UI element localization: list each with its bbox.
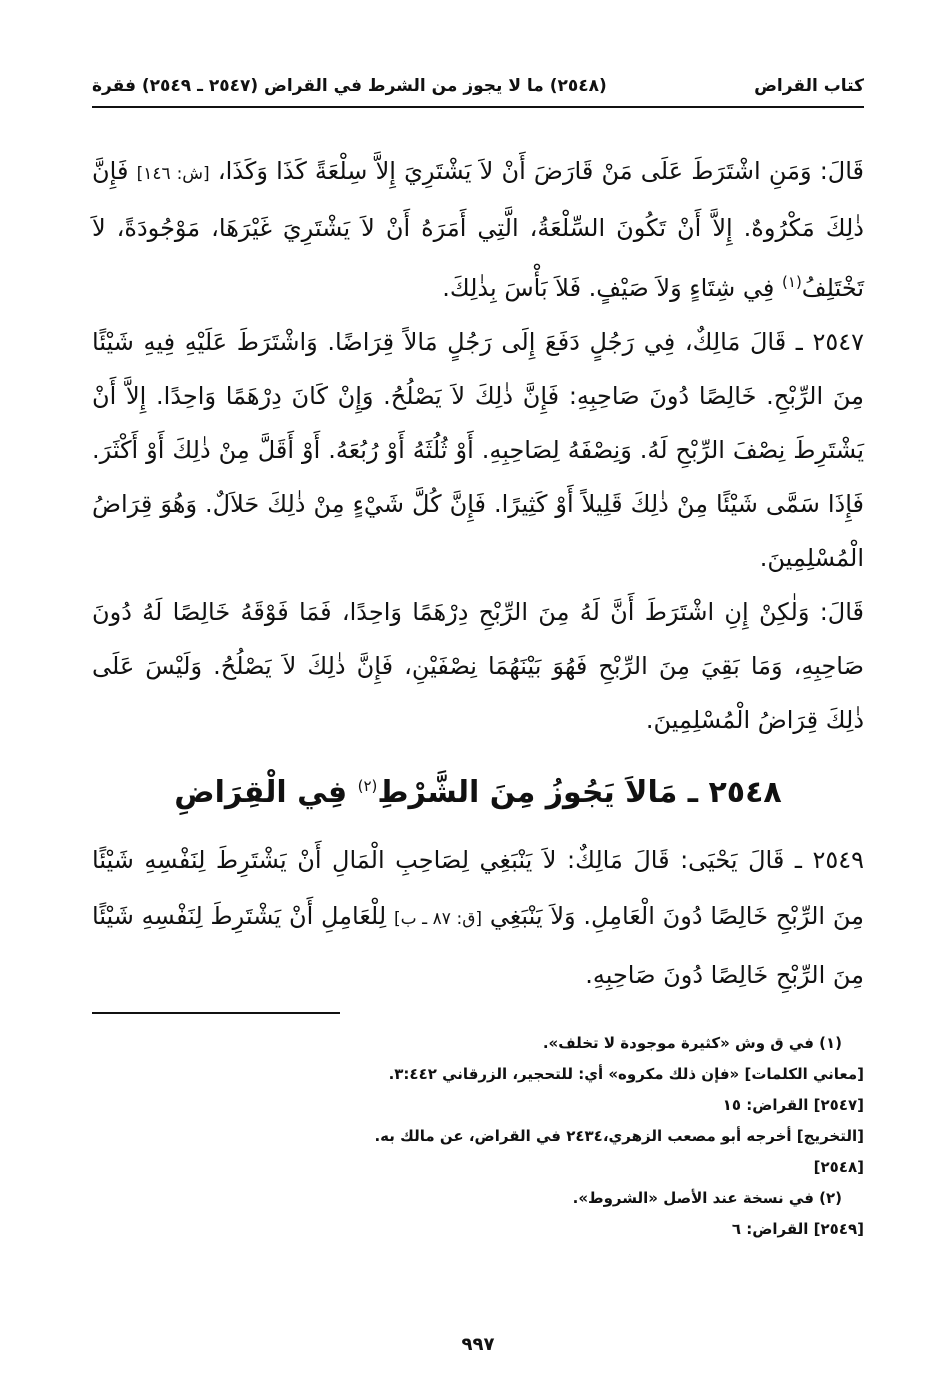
book-page xyxy=(92,62,864,1362)
manuscript-reference: [ق: ٨٧ ـ ب] xyxy=(393,909,483,929)
paragraph-text: ٢٥٤٩ ـ قَالَ يَحْيَى: قَالَ مَالِكٌ: لاَ يَنْبَغِي لِصَاحِبِ الْمَالِ أَنْ يَشْتَرِطَ لِنَفْسِهِ شَيْئًا مِنَ الرِّبْحِ خَالِصًا دُونَ الْعَامِلِ. وَلاَ يَنْبَغِي xyxy=(92,846,864,930)
section-heading xyxy=(92,754,864,825)
paragraph-text: لِلْعَامِلِ أَنْ يَشْتَرِطَ لِنَفْسِهِ شَيْئًا مِنَ الرِّبْحِ خَالِصًا دُونَ صَاحِبِهِ. xyxy=(92,902,864,989)
footnote-takhrij xyxy=(92,1121,864,1152)
footnote-ref-2548: [٢٥٤٨] xyxy=(813,1158,864,1176)
paragraph-2547-continued: قَالَ: وَلٰكِنْ إِنِ اشْتَرَطَ أَنَّ لَهُ مِنَ الرِّبْحِ دِرْهَمًا وَاحِدًا، فَمَا فَوْقَهُ خَالِصًا لَهُ دُونَ صَاحِبِهِ، وَمَا بَقِيَ مِنَ الرِّبْحِ فَهُوَ بَيْنَهُمَا نِصْفَيْنِ، فَإِنَّ ذٰلِكَ لاَ يَصْلُحُ. وَلَيْسَ عَلَى ذٰلِكَ قِرَاضُ الْمُسْلِمِينَ. xyxy=(92,598,864,734)
paragraph-text: فِي شِتَاءٍ وَلاَ صَيْفٍ. فَلاَ بَأْسَ بِذٰلِكَ. xyxy=(442,274,775,302)
footnote-ref-2547: [٢٥٤٧] القراض: ١٥ xyxy=(722,1096,864,1114)
section-heading-text: فِي الْقِرَاضِ xyxy=(174,775,348,810)
header-divider xyxy=(92,106,864,108)
paragraph-text: فَإِنَّ ذٰلِكَ مَكْرُوهٌ. إِلاَّ أَنْ تَكُونَ السِّلْعَةُ، الَّتِي أَمَرَهُ أَنْ لاَ يَشْتَرِيَ غَيْرَهَا، مَوْجُودَةً، لاَ تَخْتَلِفُ xyxy=(92,157,864,302)
footnote-divider xyxy=(92,1012,340,1014)
footnotes xyxy=(92,1028,864,1245)
main-text-block xyxy=(92,144,864,747)
footnote-2: (٢) في نسخة عند الأصل «الشروط». xyxy=(572,1189,842,1207)
paragraph-opening xyxy=(92,144,864,315)
footnote-marker: (١) xyxy=(782,273,802,291)
running-header xyxy=(92,70,864,102)
book-title: كتاب القراض xyxy=(754,76,864,96)
paragraph-text: قَالَ: وَمَنِ اشْتَرَطَ عَلَى مَنْ قَارَضَ أَنْ لاَ يَشْتَرِيَ إِلاَّ سِلْعَةً كَذَا وَكَذَا، xyxy=(217,157,865,185)
paragraph-2549 xyxy=(92,832,864,1003)
footnote-ref-2549: [٢٥٤٩] القراض: ٦ xyxy=(731,1220,864,1238)
footnote-label: [التخريج] xyxy=(796,1127,864,1145)
footnote-label: [معاني الكلمات] xyxy=(744,1065,864,1083)
section-heading-text: ٢٥٤٨ ـ مَالاَ يَجُوزُ مِنَ الشَّرْطِ xyxy=(377,775,782,810)
footnote-word-meanings xyxy=(92,1059,864,1090)
manuscript-reference: [ش: ١٤٦] xyxy=(136,164,210,184)
chapter-title: (٢٥٤٨) ما لا يجوز من الشرط في القراض (٢٥٤٧ ـ ٢٥٤٩) فقرة xyxy=(92,76,607,96)
footnote-text: أخرجه أبو مصعب الزهري،٢٤٣٤ في القراض، عن مالك به. xyxy=(374,1127,792,1145)
page-number: ٩٩٧ xyxy=(461,1334,495,1355)
main-text-block-2 xyxy=(92,832,864,1003)
footnote-text: «فإن ذلك مكروه» أي: للتحجير، الزرقاني ٣:٤٤٢. xyxy=(388,1065,740,1083)
footnote-1: (١) في ق وش «كثيرة موجودة لا تخلف». xyxy=(542,1034,842,1052)
paragraph-2547: ٢٥٤٧ ـ قَالَ مَالِكٌ، فِي رَجُلٍ دَفَعَ إِلَى رَجُلٍ مَالاً قِرَاضًا. وَاشْتَرَطَ عَلَيْهِ فِيهِ شَيْئًا مِنَ الرِّبْحِ. خَالِصًا دُونَ صَاحِبِهِ: فَإِنَّ ذٰلِكَ لاَ يَصْلُحُ. وَإِنْ كَانَ دِرْهَمًا وَاحِدًا. إِلاَّ أَنْ يَشْتَرِطَ نِصْفَ الرِّبْحِ لَهُ. وَنِصْفَهُ لِصَاحِبِهِ. أَوْ ثُلُثَهُ أَوْ رُبُعَهُ. أَوْ أَقَلَّ مِنْ ذٰلِكَ أَوْ أَكْثَرَ. فَإِذَا سَمَّى شَيْئًا مِنْ ذٰلِكَ قَلِيلاً أَوْ كَثِيرًا. فَإِنَّ كُلَّ شَيْءٍ مِنْ ذٰلِكَ حَلاَلٌ. وَهُوَ قِرَاضُ الْمُسْلِمِينَ. xyxy=(92,328,864,572)
footnote-marker: (٢) xyxy=(357,777,378,795)
